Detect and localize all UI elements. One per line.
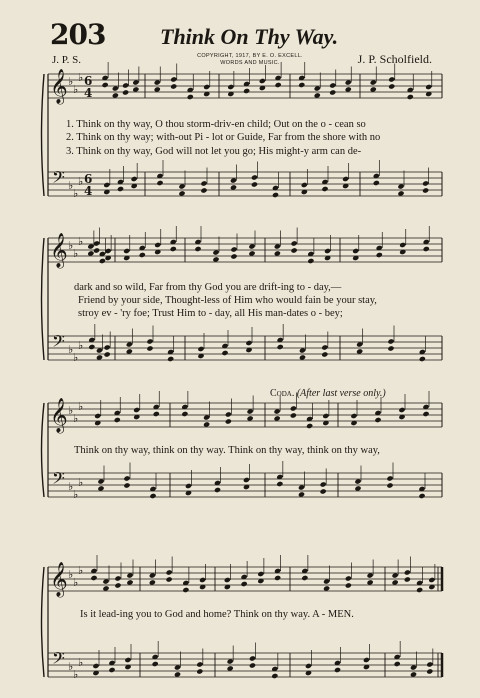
flat-icon: ♭: [78, 235, 84, 248]
note-head: [99, 258, 106, 264]
flat-icon: ♭: [78, 656, 84, 669]
note-head: [156, 180, 163, 186]
note-head: [114, 575, 121, 581]
flat-icon: ♭: [78, 564, 84, 577]
note-head: [92, 663, 99, 669]
note-head: [388, 83, 395, 89]
note-head: [203, 84, 210, 90]
note-head: [199, 577, 206, 583]
note-head: [187, 94, 194, 100]
flat-icon: ♭: [68, 343, 74, 356]
note-head: [259, 78, 266, 84]
note-head: [416, 587, 423, 593]
note-head: [305, 663, 312, 669]
note-head: [152, 661, 159, 667]
flat-icon: ♭: [78, 71, 84, 84]
flat-icon: ♭: [68, 480, 74, 493]
note-head: [196, 661, 203, 667]
note-head: [290, 405, 297, 411]
coda-title: Coda.: [270, 388, 295, 399]
note-head: [245, 340, 252, 346]
note-head: [224, 577, 231, 583]
refrain-line2: Is it lead-ing you to God and home? Think on thy way. A - MEN.: [80, 609, 354, 620]
note-head: [334, 667, 341, 673]
bass-clef-icon: 𝄢: [52, 331, 65, 355]
note-head: [200, 180, 207, 186]
bass-clef-icon: 𝄢: [52, 648, 65, 672]
note-head: [225, 411, 232, 417]
note-head: [329, 82, 336, 88]
verse3-line1: 3. Think on thy way, God will not let you go; His might-y arm can de-: [66, 146, 362, 157]
note-head: [90, 575, 97, 581]
note-head: [301, 182, 308, 188]
note-head: [426, 668, 433, 674]
note-head: [123, 475, 130, 481]
note-head: [251, 174, 258, 180]
lyricist-credit: J. P. S.: [52, 54, 82, 66]
note-head: [404, 569, 411, 575]
brace-icon: [42, 238, 45, 360]
note-head: [102, 82, 109, 88]
note-head: [170, 83, 177, 89]
verse3-line2: stroy ev - 'ry foe; Trust Him to - day, all His man-dates o - bey;: [78, 308, 343, 319]
bass-clef-icon: 𝄢: [52, 468, 65, 492]
note-head: [404, 576, 411, 582]
flat-icon: ♭: [68, 239, 74, 252]
flat-icon: ♭: [68, 660, 74, 673]
flat-icon: ♭: [68, 568, 74, 581]
note-head: [182, 587, 189, 593]
flat-icon: ♭: [73, 576, 79, 589]
note-head: [342, 176, 349, 182]
verse1-line2: dark and so wild, Far from thy God you are drift-ing to - day,—: [74, 282, 342, 293]
note-head: [197, 346, 204, 352]
note-head: [170, 76, 177, 82]
composer-credit: J. P. Scholfield.: [357, 52, 432, 66]
flat-icon: ♭: [73, 247, 79, 260]
note-head: [422, 411, 429, 417]
note-head: [399, 242, 406, 248]
note-head: [373, 180, 380, 186]
treble-clef-icon: 𝄞: [50, 233, 68, 268]
note-head: [422, 180, 429, 186]
note-head: [290, 412, 297, 418]
coda-label: [270, 388, 386, 399]
note-head: [249, 655, 256, 661]
note-head: [322, 413, 329, 419]
flat-icon: ♭: [78, 339, 84, 352]
note-head: [196, 668, 203, 674]
note-head: [426, 661, 433, 667]
refrain-line1: Think on thy way, think on thy way. Think on thy way, think on thy way,: [74, 445, 380, 456]
note-head: [123, 482, 130, 488]
note-head: [329, 89, 336, 95]
flat-icon: ♭: [78, 175, 84, 188]
note-head: [104, 344, 111, 350]
note-head: [114, 582, 121, 588]
note-head: [388, 76, 395, 82]
treble-clef-icon: 𝄞: [50, 562, 68, 597]
note-head: [407, 94, 414, 100]
note-head: [398, 407, 405, 413]
note-head: [386, 475, 393, 481]
bass-clef-icon: 𝄢: [52, 167, 65, 191]
note-head: [93, 247, 100, 253]
note-head: [146, 338, 153, 344]
note-head: [88, 344, 95, 350]
note-head: [149, 493, 156, 499]
note-head: [122, 82, 129, 88]
note-head: [108, 667, 115, 673]
treble-clef-icon: 𝄞: [50, 398, 68, 433]
note-head: [352, 248, 359, 254]
note-head: [374, 417, 381, 423]
verse1-line1: 1. Think on thy way, O thou storm-driv-en child; Out on the o - cean so: [66, 119, 366, 130]
note-head: [139, 252, 146, 258]
note-head: [298, 82, 305, 88]
note-head: [114, 417, 121, 423]
coda-note: (After last verse only.): [296, 388, 386, 399]
copyright-line: COPYRIGHT, 1917, BY E. O. EXCELL.: [197, 53, 303, 59]
flat-icon: ♭: [73, 668, 79, 681]
note-head: [276, 481, 283, 487]
note-head: [350, 413, 357, 419]
note-head: [166, 576, 173, 582]
note-head: [194, 246, 201, 252]
note-head: [394, 661, 401, 667]
note-head: [418, 493, 425, 499]
flat-icon: ♭: [73, 187, 79, 200]
verse2-line2: Friend by your side, Thought-less of Him who would fain be your stay,: [78, 295, 377, 306]
note-head: [241, 581, 248, 587]
note-head: [277, 344, 284, 350]
hymn-number: 203: [50, 18, 106, 51]
copyright-subline: WORDS AND MUSIC.: [220, 60, 280, 66]
note-head: [181, 411, 188, 417]
note-head: [103, 182, 110, 188]
note-head: [324, 248, 331, 254]
note-head: [117, 186, 124, 192]
note-head: [272, 192, 279, 198]
note-head: [320, 481, 327, 487]
note-head: [185, 483, 192, 489]
time-signature-icon: 6: [84, 74, 93, 88]
note-head: [154, 242, 161, 248]
note-head: [167, 356, 174, 362]
note-head: [425, 84, 432, 90]
note-head: [301, 575, 308, 581]
note-head: [251, 181, 258, 187]
note-head: [321, 351, 328, 357]
note-head: [257, 571, 264, 577]
note-head: [133, 407, 140, 413]
brace-icon: [42, 403, 45, 497]
flat-icon: ♭: [73, 83, 79, 96]
flat-icon: ♭: [73, 488, 79, 501]
note-head: [387, 338, 394, 344]
hymn-title: Think On Thy Way.: [160, 24, 339, 49]
note-head: [386, 482, 393, 488]
note-head: [306, 423, 313, 429]
note-head: [249, 662, 256, 668]
note-head: [291, 247, 298, 253]
note-head: [274, 575, 281, 581]
note-head: [275, 82, 282, 88]
flat-icon: ♭: [73, 412, 79, 425]
note-head: [423, 246, 430, 252]
note-head: [363, 657, 370, 663]
note-head: [345, 575, 352, 581]
note-head: [104, 351, 111, 357]
note-head: [419, 356, 426, 362]
note-head: [227, 84, 234, 90]
flat-icon: ♭: [78, 400, 84, 413]
note-head: [320, 488, 327, 494]
time-signature-icon: 4: [84, 86, 93, 100]
note-head: [387, 345, 394, 351]
note-head: [153, 411, 160, 417]
note-head: [230, 253, 237, 259]
treble-clef-icon: 𝄞: [50, 69, 68, 104]
note-head: [146, 345, 153, 351]
note-head: [214, 487, 221, 493]
verse2-line1: 2. Think on thy way; with-out Pi - lot or Guide, Far from the shore with no: [66, 132, 381, 143]
note-head: [122, 89, 129, 95]
note-head: [321, 186, 328, 192]
flat-icon: ♭: [68, 179, 74, 192]
note-head: [345, 582, 352, 588]
note-head: [428, 577, 435, 583]
note-head: [307, 258, 314, 264]
note-head: [221, 350, 228, 356]
note-head: [243, 88, 250, 94]
note-head: [123, 248, 130, 254]
time-signature-icon: 6: [84, 172, 93, 186]
note-head: [94, 413, 101, 419]
flat-icon: ♭: [73, 351, 79, 364]
time-signature-icon: 4: [84, 184, 93, 198]
note-head: [230, 246, 237, 252]
brace-icon: [42, 74, 45, 196]
flat-icon: ♭: [68, 404, 74, 417]
note-head: [170, 246, 177, 252]
flat-icon: ♭: [78, 476, 84, 489]
note-head: [166, 569, 173, 575]
brace-icon: [42, 567, 45, 677]
note-head: [291, 240, 298, 246]
note-head: [422, 187, 429, 193]
note-head: [124, 657, 131, 663]
note-head: [271, 673, 278, 679]
note-head: [225, 418, 232, 424]
note-head: [200, 187, 207, 193]
note-head: [376, 252, 383, 258]
flat-icon: ♭: [68, 75, 74, 88]
note-head: [321, 344, 328, 350]
note-head: [243, 477, 250, 483]
note-head: [131, 176, 138, 182]
